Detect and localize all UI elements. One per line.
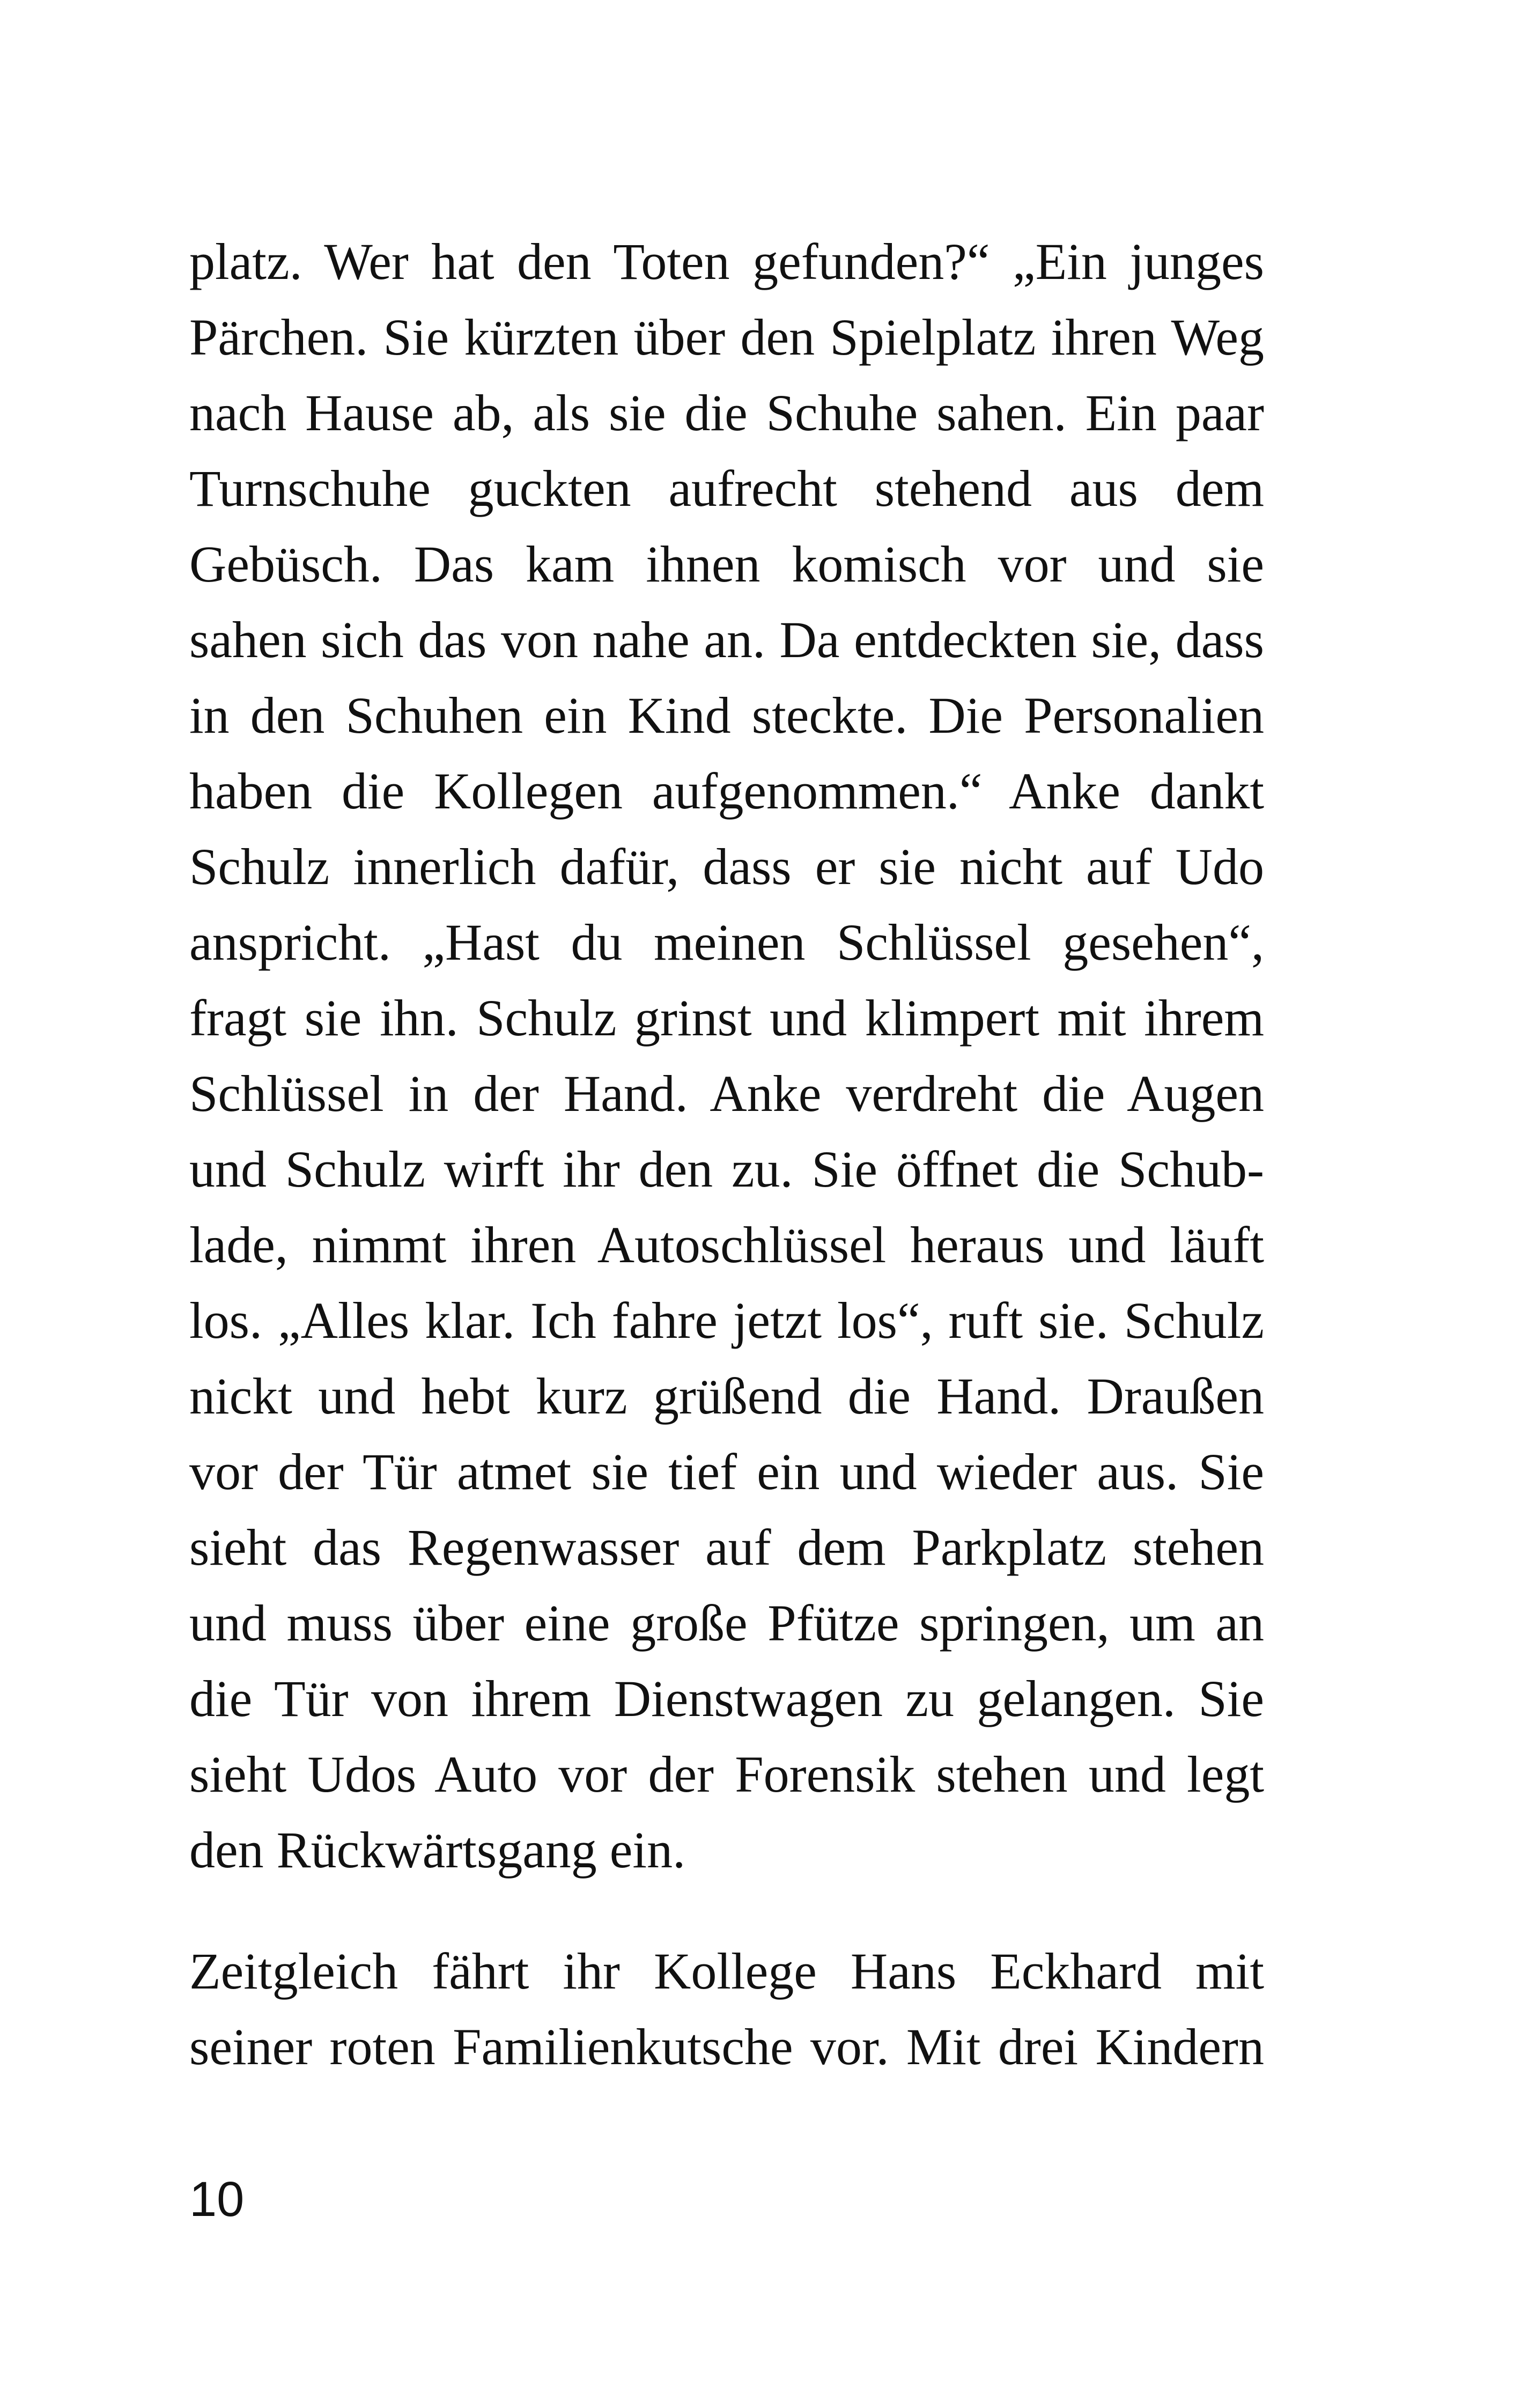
text-line: haben die Kollegen aufgenommen.“ Anke dankt — [189, 762, 1264, 820]
text-line: sahen sich das von nahe an. Da entdeckten sie, dass — [189, 611, 1264, 668]
text-line: den Rückwärtsgang ein. — [189, 1821, 686, 1879]
paragraph-1 — [189, 224, 1264, 1888]
text-line: Schulz innerlich dafür, dass er sie nicht auf Udo — [189, 838, 1264, 895]
text-line: lade, nimmt ihren Autoschlüssel heraus und läuft — [189, 1216, 1264, 1273]
text-line: Pärchen. Sie kürzten über den Spielplatz ihren Weg — [189, 308, 1264, 366]
text-line: Turnschuhe guckten aufrecht stehend aus dem — [189, 460, 1264, 517]
text-line: seiner roten Familienkutsche vor. Mit drei Kindern — [189, 2018, 1264, 2075]
text-line: Schlüssel in der Hand. Anke verdreht die Augen — [189, 1065, 1264, 1122]
text-line: nach Hause ab, als sie die Schuhe sahen. Ein paar — [189, 384, 1264, 441]
text-line: anspricht. „Hast du meinen Schlüssel gesehen“, — [189, 914, 1264, 971]
text-line: sieht das Regenwasser auf dem Parkplatz stehen — [189, 1519, 1264, 1576]
page-number: 10 — [189, 2172, 245, 2227]
text-line: Gebüsch. Das kam ihnen komisch vor und sie — [189, 535, 1264, 593]
text-line: vor der Tür atmet sie tief ein und wieder aus. Sie — [189, 1443, 1264, 1500]
text-line: und muss über eine große Pfütze springen, um an — [189, 1594, 1264, 1652]
paragraph-2 — [189, 1933, 1264, 2085]
text-line: die Tür von ihrem Dienstwagen zu gelangen. Sie — [189, 1670, 1264, 1727]
text-line: Zeitgleich fährt ihr Kollege Hans Eckhard mit — [189, 1942, 1264, 2000]
text-line: los. „Alles klar. Ich fahre jetzt los“, ruft sie. Schulz — [189, 1292, 1264, 1349]
text-line: in den Schuhen ein Kind steckte. Die Personalien — [189, 687, 1264, 744]
text-line: nickt und hebt kurz grüßend die Hand. Draußen — [189, 1367, 1264, 1425]
text-line: platz. Wer hat den Toten gefunden?“ „Ein junges — [189, 233, 1264, 290]
text-line: sieht Udos Auto vor der Forensik stehen und legt — [189, 1746, 1264, 1803]
text-line: fragt sie ihn. Schulz grinst und klimpert mit ihrem — [189, 989, 1264, 1047]
text-line: und Schulz wirft ihr den zu. Sie öffnet die Schub- — [189, 1140, 1264, 1198]
